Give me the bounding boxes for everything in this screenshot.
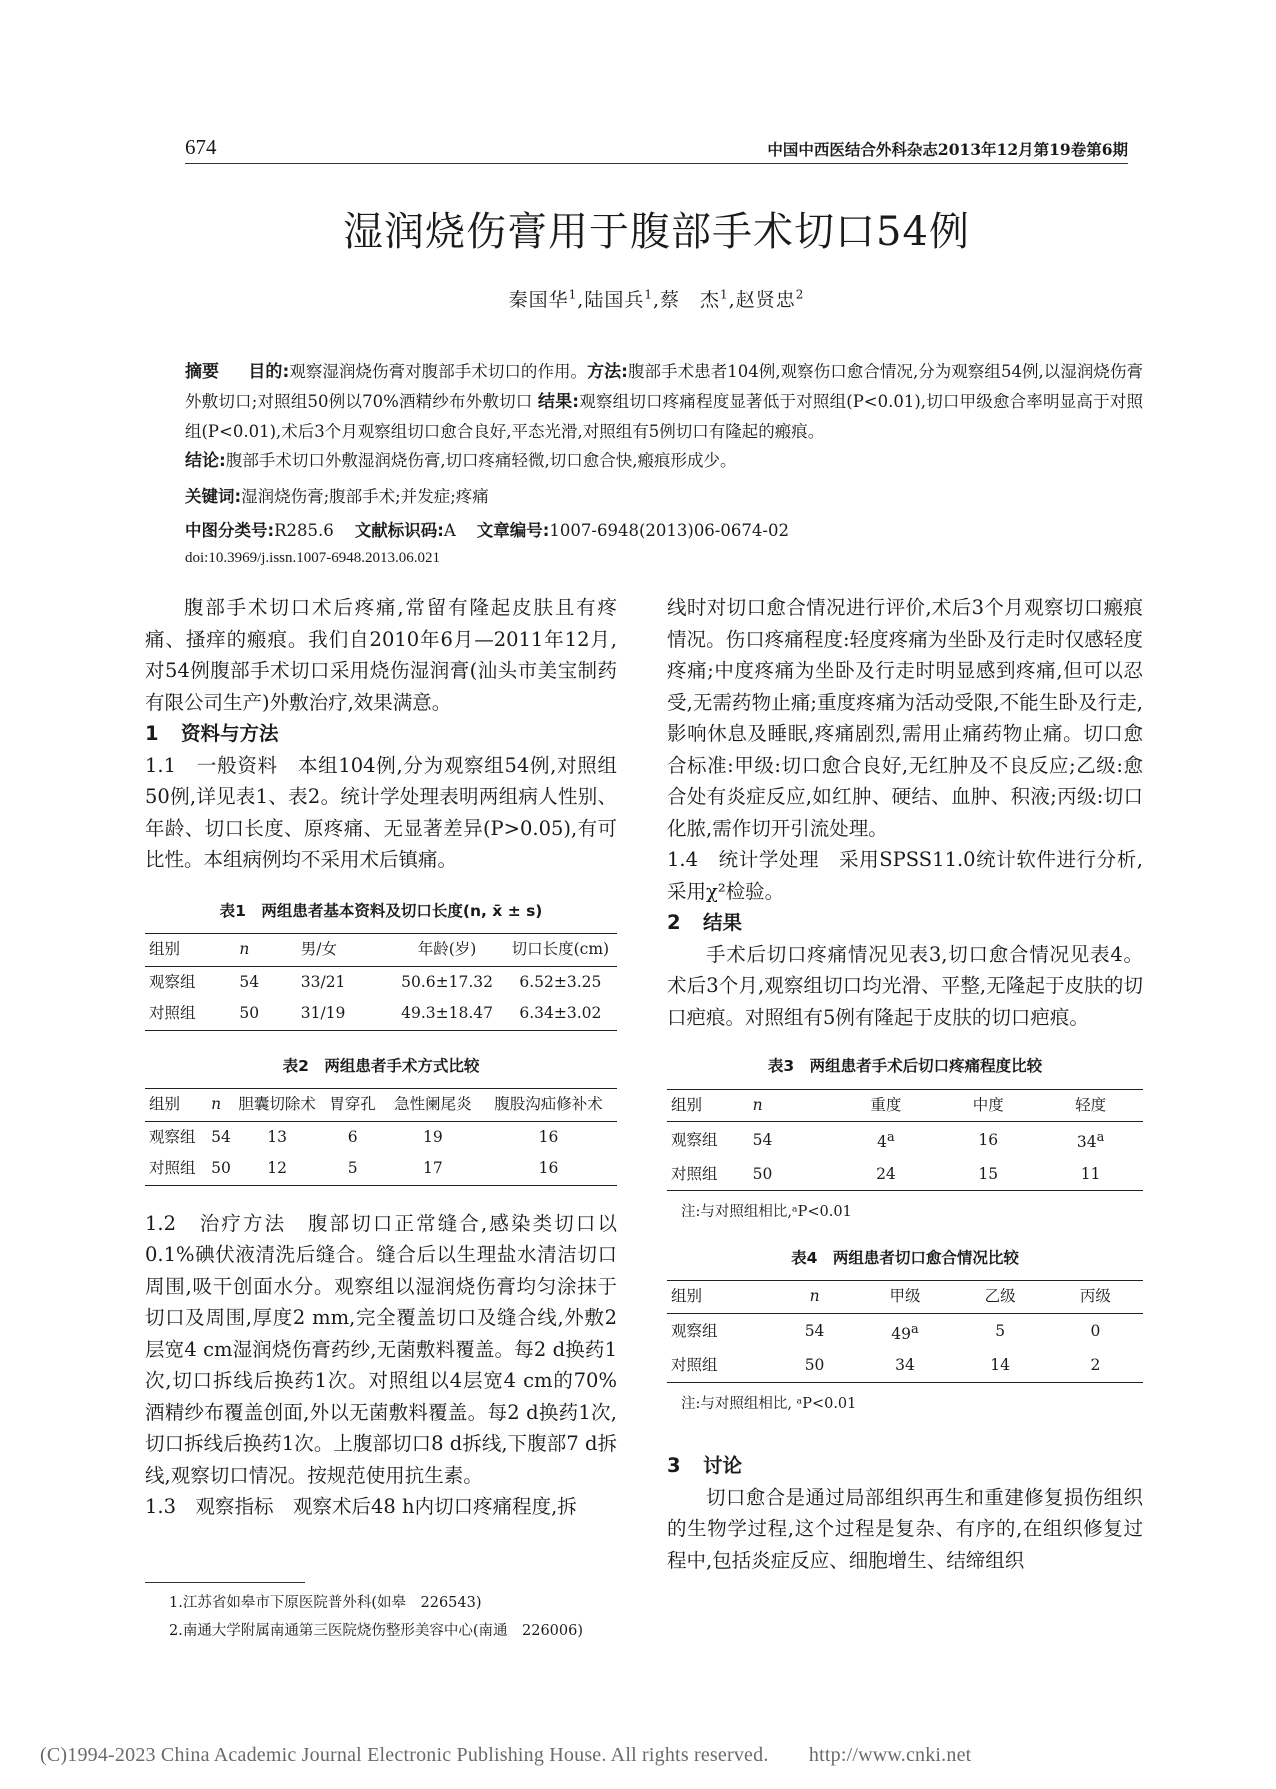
table-cell: 16 [538, 1127, 559, 1146]
table-cell: 观察组 [671, 1130, 718, 1149]
section-1-4: 1.4 统计学处理 采用SPSS11.0统计软件进行分析,采用χ²检验。 [667, 848, 1143, 903]
table-cell: 对照组 [671, 1164, 718, 1183]
keywords-label: 关键词: [185, 487, 242, 506]
table-cell: 50 [239, 1004, 260, 1022]
section-heading [667, 907, 1143, 939]
method-label: 方法: [587, 362, 628, 382]
table-header: 乙级 [984, 1287, 1016, 1306]
table-header: n [239, 940, 250, 958]
table-cell: 16 [978, 1130, 999, 1149]
cell-value: 4 [877, 1133, 888, 1152]
section-number: 1 [145, 722, 159, 745]
significance-mark: a [911, 1321, 919, 1337]
table-header: 胃穿孔 [329, 1095, 376, 1113]
table-header: 甲级 [889, 1287, 921, 1306]
section-title: 资料与方法 [181, 722, 279, 745]
author-name: 秦国华 [508, 289, 569, 311]
table-cell: 50.6±17.32 [401, 972, 493, 991]
table-cell: 33/21 [300, 972, 346, 991]
clc-value: R285.6 [274, 521, 334, 540]
table-cell: 54 [752, 1130, 773, 1149]
table-cell: 12 [267, 1159, 288, 1177]
journal-header: 中国中西医结合外科杂志2013年12月第19卷第6期 [767, 140, 1128, 159]
table-cell: 17 [423, 1159, 443, 1177]
table-header: 组别 [671, 1287, 703, 1306]
table-cell: 34 [895, 1356, 915, 1375]
table-cell: 16 [538, 1159, 559, 1177]
section-1-2: 1.2 治疗方法 腹部切口正常缝合,感染类切口以0.1%碘伏液清洗后缝合。缝合后以生理盐水清洁切口周围,吸干创面水分。观察组以湿润烧伤膏均匀涂抹于切口及周围,厚度2 mm,完全覆盖切口及缝合线,外敷2层宽4 cm湿润烧伤膏药纱,无菌敷料覆盖。每2 d换药1次,切口拆线后换药1次。对照组以4层宽4 cm的70%酒精纱布覆盖创面,外以无菌敷料覆盖。每2 d换药1次,切口拆线后换药1次。上腹部切口8 d拆线,下腹部7 d拆线,观察切口情况。按规范使用抗生素。 [145, 1211, 617, 1487]
footnote: 2.南通大学附属南通第三医院烧伤整形美容中心(南通 226006) [169, 1623, 583, 1639]
affiliation-mark: 1 [644, 287, 653, 302]
table-cell: 31/19 [300, 1004, 346, 1022]
conclusion-text: 腹部手术切口外敷湿润烧伤膏,切口疼痛轻微,切口愈合快,瘢痕形成少。 [225, 451, 737, 470]
table-cell [1038, 1122, 1143, 1159]
intro-paragraph: 腹部手术切口术后疼痛,常留有隆起皮肤且有疼痛、搔痒的瘢痕。我们自2010年6月—2011年12月,对54例腹部手术切口采用烧伤湿润膏(汕头市美宝制药有限公司生产)外敷治疗,效果满意。 [145, 596, 617, 714]
table-row [145, 966, 617, 998]
table-cell: 50 [752, 1164, 773, 1183]
section-title: 结果 [703, 911, 743, 934]
table-header: n [752, 1095, 763, 1114]
cell-value: 34 [1076, 1133, 1097, 1152]
table-header: 重度 [870, 1095, 902, 1114]
table-caption: 表4 两组患者切口愈合情况比较 [791, 1248, 1019, 1267]
table-cell: 54 [239, 972, 260, 991]
table-row [145, 1153, 617, 1185]
footnotes [145, 1582, 617, 1645]
aim-label: 目的: [248, 362, 290, 382]
table-header: 男/女 [300, 940, 337, 958]
table-cell: 5 [995, 1322, 1006, 1341]
table-cell: 15 [978, 1164, 999, 1183]
section-title: 讨论 [703, 1454, 743, 1478]
table-header: 组别 [149, 1095, 181, 1113]
article-number-label: 文章编号: [476, 521, 550, 540]
section-number: 3 [667, 1454, 681, 1478]
table-cell: 6 [347, 1127, 358, 1146]
table-cell: 6.34±3.02 [519, 1004, 602, 1022]
section-heading [145, 718, 617, 750]
author-name: 陆国兵 [584, 289, 645, 311]
table-caption: 表2 两组患者手术方式比较 [282, 1056, 480, 1075]
author-name: 蔡 杰 [660, 289, 721, 311]
article-number-value: 1007-6948(2013)06-0674-02 [549, 521, 789, 540]
table-cell: 54 [804, 1322, 825, 1341]
table-row [667, 1350, 1143, 1382]
table-cell: 对照组 [671, 1356, 718, 1375]
affiliation-mark: 2 [795, 287, 805, 302]
right-column [667, 592, 1143, 1576]
table-cell: 49.3±18.47 [401, 1004, 493, 1022]
table-cell: 观察组 [671, 1322, 718, 1341]
table-cell: 观察组 [149, 1127, 196, 1146]
page-number: 674 [185, 135, 217, 159]
footnote: 1.江苏省如皋市下原医院普外科(如皋 226543) [169, 1595, 482, 1611]
author-list: 秦国华$^1$,陆国兵$^1$,蔡 杰$^1$,赵贤忠$^2$ [508, 287, 805, 311]
keywords [185, 482, 489, 511]
results-paragraph: 手术后切口疼痛情况见表3,切口愈合情况见表4。术后3个月,观察组切口均光滑、平整,无隆起于皮肤的切口疤痕。对照组有5例有隆起于皮肤的切口疤痕。 [667, 942, 1143, 1029]
method-text: 腹部手术患者104例,观察伤口愈合情况,分为观察组54例,以湿润烧伤膏外敷切口;对照组50例以70%酒精纱布外敷切口 [185, 362, 1144, 411]
table-cell: 2 [1090, 1356, 1101, 1375]
article-title: 湿润烧伤膏用于腹部手术切口54例 [343, 209, 970, 255]
table-header: 胆囊切除术 [238, 1095, 316, 1113]
table-header: n [211, 1095, 222, 1113]
table-cell: 对照组 [149, 1159, 196, 1177]
significance-mark: a [1096, 1130, 1105, 1145]
table-row [145, 1121, 617, 1153]
conclusion-label: 结论: [185, 451, 226, 471]
table-caption: 表3 两组患者手术后切口疼痛程度比较 [767, 1057, 1043, 1075]
table-cell: 50 [804, 1356, 825, 1375]
cell-value: 49 [891, 1324, 911, 1343]
classification-line [185, 516, 789, 545]
keywords-text: 湿润烧伤膏;腹部手术;并发症;疼痛 [241, 487, 489, 506]
affiliation-mark: 1 [568, 287, 578, 302]
table-caption: 表1 两组患者基本资料及切口长度(n, x̄ ± s) [219, 901, 543, 920]
table-cell: 11 [1080, 1164, 1101, 1183]
table-cell: 50 [211, 1159, 231, 1177]
table-2 [145, 1088, 617, 1186]
table-cell [834, 1122, 939, 1159]
table-cell: 13 [267, 1127, 288, 1146]
section-1-1: 1.1 一般资料 本组104例,分为观察组54例,对照组50例,详见表1、表2。统计学处理表明两组病人性别、年龄、切口长度、原疼痛、无显著差异(P>0.05),有可比性。本组病例均不采用术后镇痛。 [145, 753, 617, 871]
table-header: 腹股沟疝修补术 [494, 1095, 603, 1113]
table-header: 中度 [972, 1095, 1004, 1114]
table-note: 注:与对照组相比, ᵃP<0.01 [681, 1395, 857, 1412]
table-cell [857, 1313, 952, 1350]
table-4 [667, 1280, 1143, 1383]
abstract-label: 摘要 [185, 362, 220, 382]
table-note: 注:与对照组相比,ᵃP<0.01 [681, 1204, 852, 1221]
aim-text: 观察湿润烧伤膏对腹部手术切口的作用。 [289, 362, 588, 381]
table-cell: 5 [347, 1159, 358, 1177]
result-text: 观察组切口疼痛程度显著低于对照组(P<0.01),切口甲级愈合率明显高于对照组(P<0.01),术后3个月观察组切口愈合良好,平态光滑,对照组有5例切口有隆起的瘢痕。 [185, 392, 1143, 441]
section-1-3-cont: 线时对切口愈合情况进行评价,术后3个月观察切口瘢痕情况。伤口疼痛程度:轻度疼痛为坐卧及行走时仅感轻度疼痛;中度疼痛为坐卧及行走时明显感到疼痛,但可以忍受,无需药物止痛;重度疼痛为活动受限,不能生卧及行走,影响休息及睡眠,疼痛剧烈,需用止痛药物止痛。切口愈合标准:甲级:切口愈合良好,无红肿及不良反应;乙级:愈合处有炎症反应,如红肿、硬结、血肿、积液;丙级:切口化脓,需作切开引流处理。 [667, 596, 1143, 840]
table-header: 丙级 [1079, 1287, 1111, 1306]
table-row [667, 1159, 1143, 1191]
doc-code-value: A [443, 521, 456, 540]
table-cell: 6.52±3.25 [519, 972, 602, 991]
left-column [145, 592, 617, 1523]
table-header: 急性阑尾炎 [394, 1095, 472, 1113]
table-header: n [809, 1287, 820, 1306]
table-header: 年龄(岁) [417, 940, 477, 958]
section-heading [667, 1450, 1143, 1482]
result-label: 结果: [537, 392, 580, 412]
table-cell: 14 [990, 1356, 1011, 1375]
table-cell: 0 [1090, 1322, 1101, 1341]
section-number: 2 [667, 911, 681, 934]
table-cell: 24 [876, 1164, 896, 1183]
table-header: 轻度 [1075, 1095, 1107, 1114]
significance-mark: a [887, 1130, 895, 1145]
table-cell: 19 [423, 1127, 443, 1146]
discussion-paragraph: 切口愈合是通过局部组织再生和重建修复损伤组织的生物学过程,这个过程是复杂、有序的,在组织修复过程中,包括炎症反应、细胞增生、结缔组织 [667, 1485, 1143, 1572]
clc-label: 中图分类号: [185, 521, 275, 540]
affiliation-mark: 1 [720, 287, 729, 302]
table-1 [145, 933, 617, 1031]
header-rule [185, 163, 1128, 164]
author-name: 赵贤忠 [735, 289, 796, 311]
doi: doi:10.3969/j.issn.1007-6948.2013.06.021 [185, 550, 441, 566]
table-row [667, 1313, 1143, 1350]
table-cell: 观察组 [149, 972, 196, 991]
section-1-3-start: 1.3 观察指标 观察术后48 h内切口疼痛程度,拆 [145, 1495, 577, 1518]
table-row [667, 1122, 1143, 1159]
table-cell: 54 [211, 1127, 231, 1146]
copyright-notice: (C)1994-2023 China Academic Journal Electronic Publishing House. All rights reserved. http://www.cnki.net [40, 1744, 972, 1766]
table-row [145, 998, 617, 1030]
table-header: 切口长度(cm) [511, 940, 610, 958]
table-cell: 对照组 [149, 1004, 196, 1022]
doc-code-label: 文献标识码: [354, 521, 444, 540]
table-3 [667, 1089, 1143, 1192]
abstract [185, 357, 1143, 476]
table-header: 组别 [149, 940, 181, 958]
table-header: 组别 [671, 1095, 703, 1114]
